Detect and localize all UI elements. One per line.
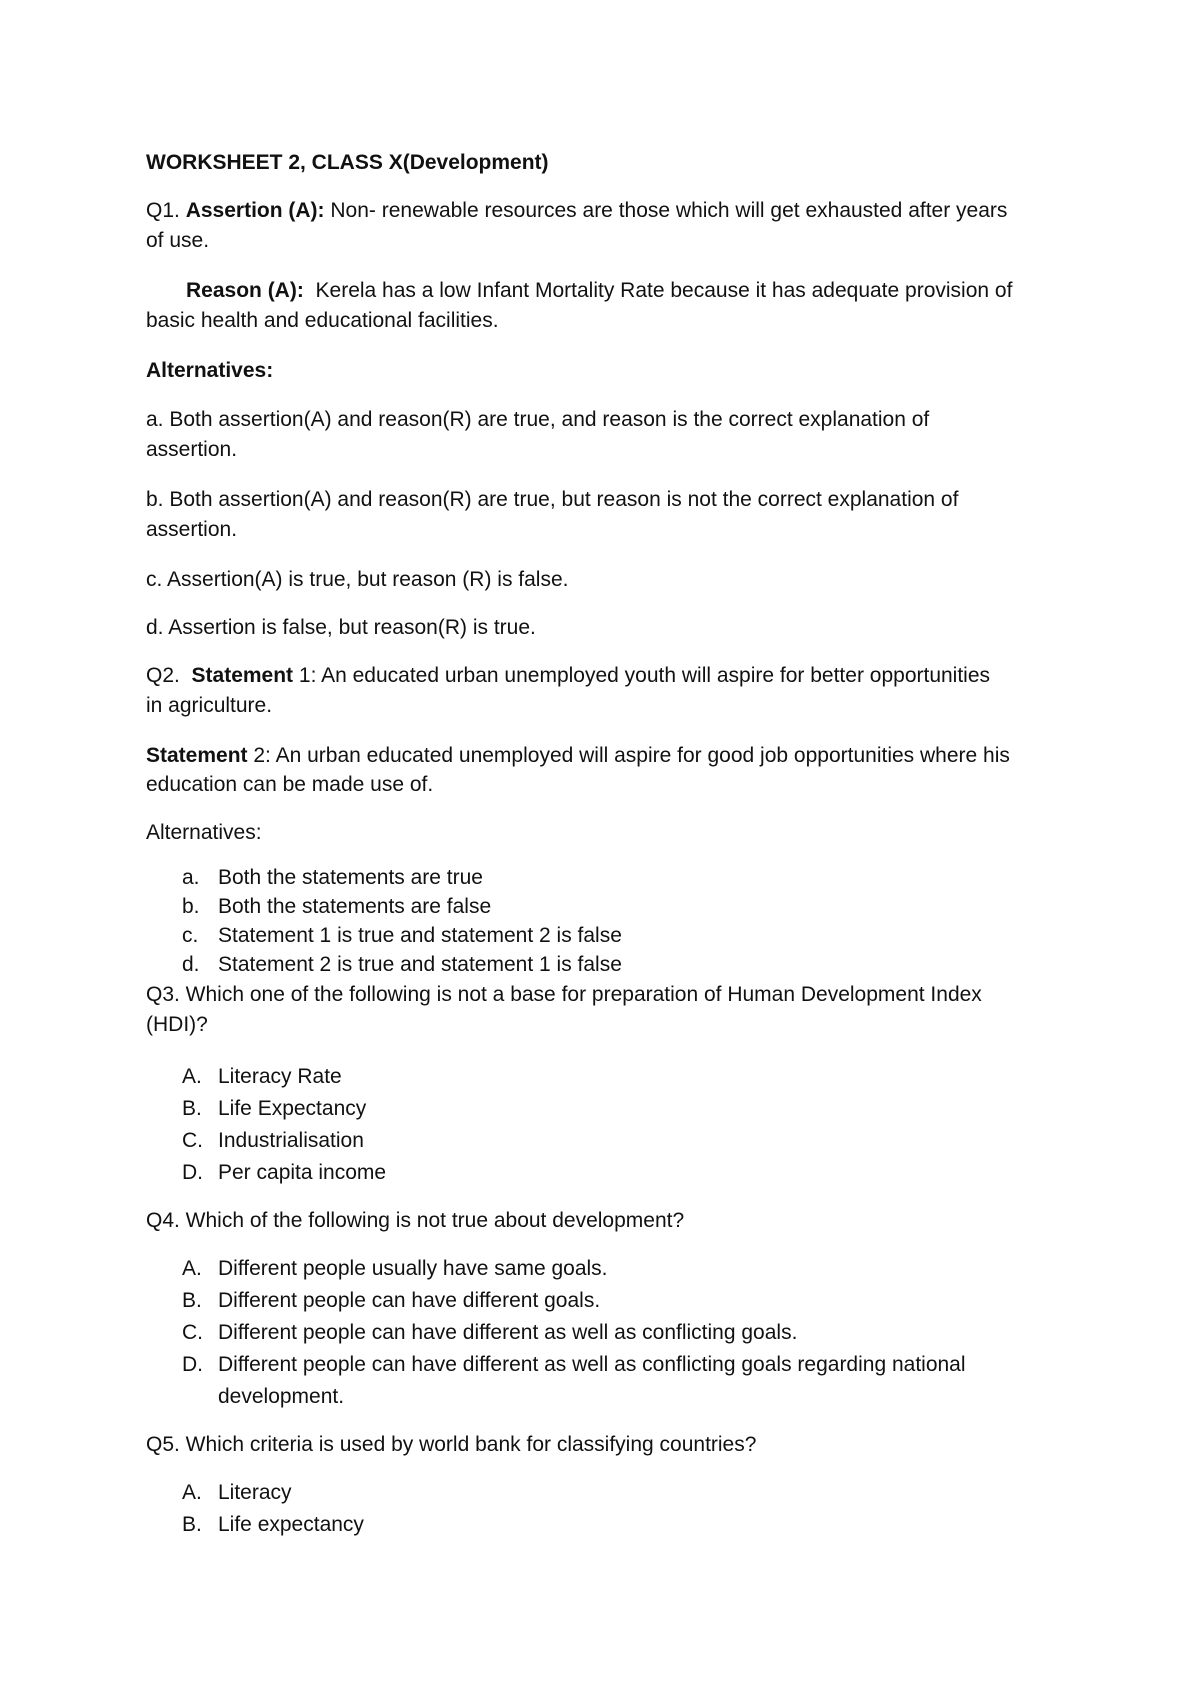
q2-option-a-text: Both the statements are true bbox=[218, 866, 483, 889]
q4-option-a-label: A. bbox=[182, 1257, 202, 1280]
q2-option-b-label: b. bbox=[182, 895, 200, 918]
q1-option-c: c. Assertion(A) is true, but reason (R) is false. bbox=[146, 568, 569, 591]
q5-option-a-text: Literacy bbox=[218, 1481, 292, 1504]
q2-statement-1-line-2: in agriculture. bbox=[146, 694, 273, 717]
q4-option-b-text: Different people can have different goals. bbox=[218, 1289, 601, 1312]
q3-question-line-1: Q3. Which one of the following is not a base for preparation of Human Development Index bbox=[146, 983, 982, 1006]
q2-statement-2-line-2: education can be made use of. bbox=[146, 773, 434, 796]
q5-option-a-label: A. bbox=[182, 1481, 202, 1504]
q3-option-c-text: Industrialisation bbox=[218, 1129, 364, 1152]
q2-option-d-text: Statement 2 is true and statement 1 is false bbox=[218, 953, 622, 976]
q1-reason-line-2: basic health and educational facilities. bbox=[146, 309, 499, 332]
q4-option-d-label: D. bbox=[182, 1353, 203, 1376]
q2-option-b-text: Both the statements are false bbox=[218, 895, 492, 918]
q2-option-d-label: d. bbox=[182, 953, 200, 976]
q4-option-a-text: Different people usually have same goals. bbox=[218, 1257, 608, 1280]
q1-option-d: d. Assertion is false, but reason(R) is true. bbox=[146, 616, 536, 639]
q1-option-b-line-2: assertion. bbox=[146, 518, 238, 541]
q1-alternatives-heading: Alternatives: bbox=[146, 359, 274, 382]
q2-option-c-label: c. bbox=[182, 924, 199, 947]
q5-option-b-label: B. bbox=[182, 1513, 202, 1536]
q2-statement-1-line-1: Q2. Statement 1: An educated urban unemployed youth will aspire for better opportunities bbox=[146, 664, 991, 687]
q3-option-a-label: A. bbox=[182, 1065, 202, 1088]
q3-option-b-text: Life Expectancy bbox=[218, 1097, 367, 1120]
q2-option-a-label: a. bbox=[182, 866, 200, 889]
worksheet-title: WORKSHEET 2, CLASS X(Development) bbox=[146, 151, 549, 174]
q1-option-a-line-2: assertion. bbox=[146, 438, 238, 461]
q4-question: Q4. Which of the following is not true about development? bbox=[146, 1209, 685, 1232]
q3-option-d-label: D. bbox=[182, 1161, 203, 1184]
q1-reason-line-1: Reason (A): Kerela has a low Infant Mortality Rate because it has adequate provision of bbox=[186, 279, 1013, 302]
q4-option-d-text-continued: development. bbox=[218, 1385, 345, 1408]
q3-option-c-label: C. bbox=[182, 1129, 203, 1152]
q2-alternatives-heading: Alternatives: bbox=[146, 821, 262, 844]
q4-option-c-label: C. bbox=[182, 1321, 203, 1344]
q1-option-b-line-1: b. Both assertion(A) and reason(R) are true, but reason is not the correct explanation of bbox=[146, 488, 959, 511]
q5-question: Q5. Which criteria is used by world bank for classifying countries? bbox=[146, 1433, 757, 1456]
q1-option-a-line-1: a. Both assertion(A) and reason(R) are true, and reason is the correct explanation of bbox=[146, 408, 930, 431]
q3-option-a-text: Literacy Rate bbox=[218, 1065, 342, 1088]
q1-assertion-line-1: Q1. Assertion (A): Non- renewable resources are those which will get exhausted after years bbox=[146, 199, 1008, 222]
q3-option-b-label: B. bbox=[182, 1097, 202, 1120]
q2-statement-2-line-1: Statement 2: An urban educated unemployed will aspire for good job opportunities where his bbox=[146, 744, 1010, 767]
q3-option-d-text: Per capita income bbox=[218, 1161, 387, 1184]
q2-option-c-text: Statement 1 is true and statement 2 is false bbox=[218, 924, 622, 947]
q4-option-d-text: Different people can have different as well as conflicting goals regarding national bbox=[218, 1353, 966, 1376]
q4-option-c-text: Different people can have different as well as conflicting goals. bbox=[218, 1321, 798, 1344]
q4-option-b-label: B. bbox=[182, 1289, 202, 1312]
q1-assertion-line-2: of use. bbox=[146, 229, 210, 252]
q5-option-b-text: Life expectancy bbox=[218, 1513, 364, 1536]
q3-question-line-2: (HDI)? bbox=[146, 1013, 208, 1036]
